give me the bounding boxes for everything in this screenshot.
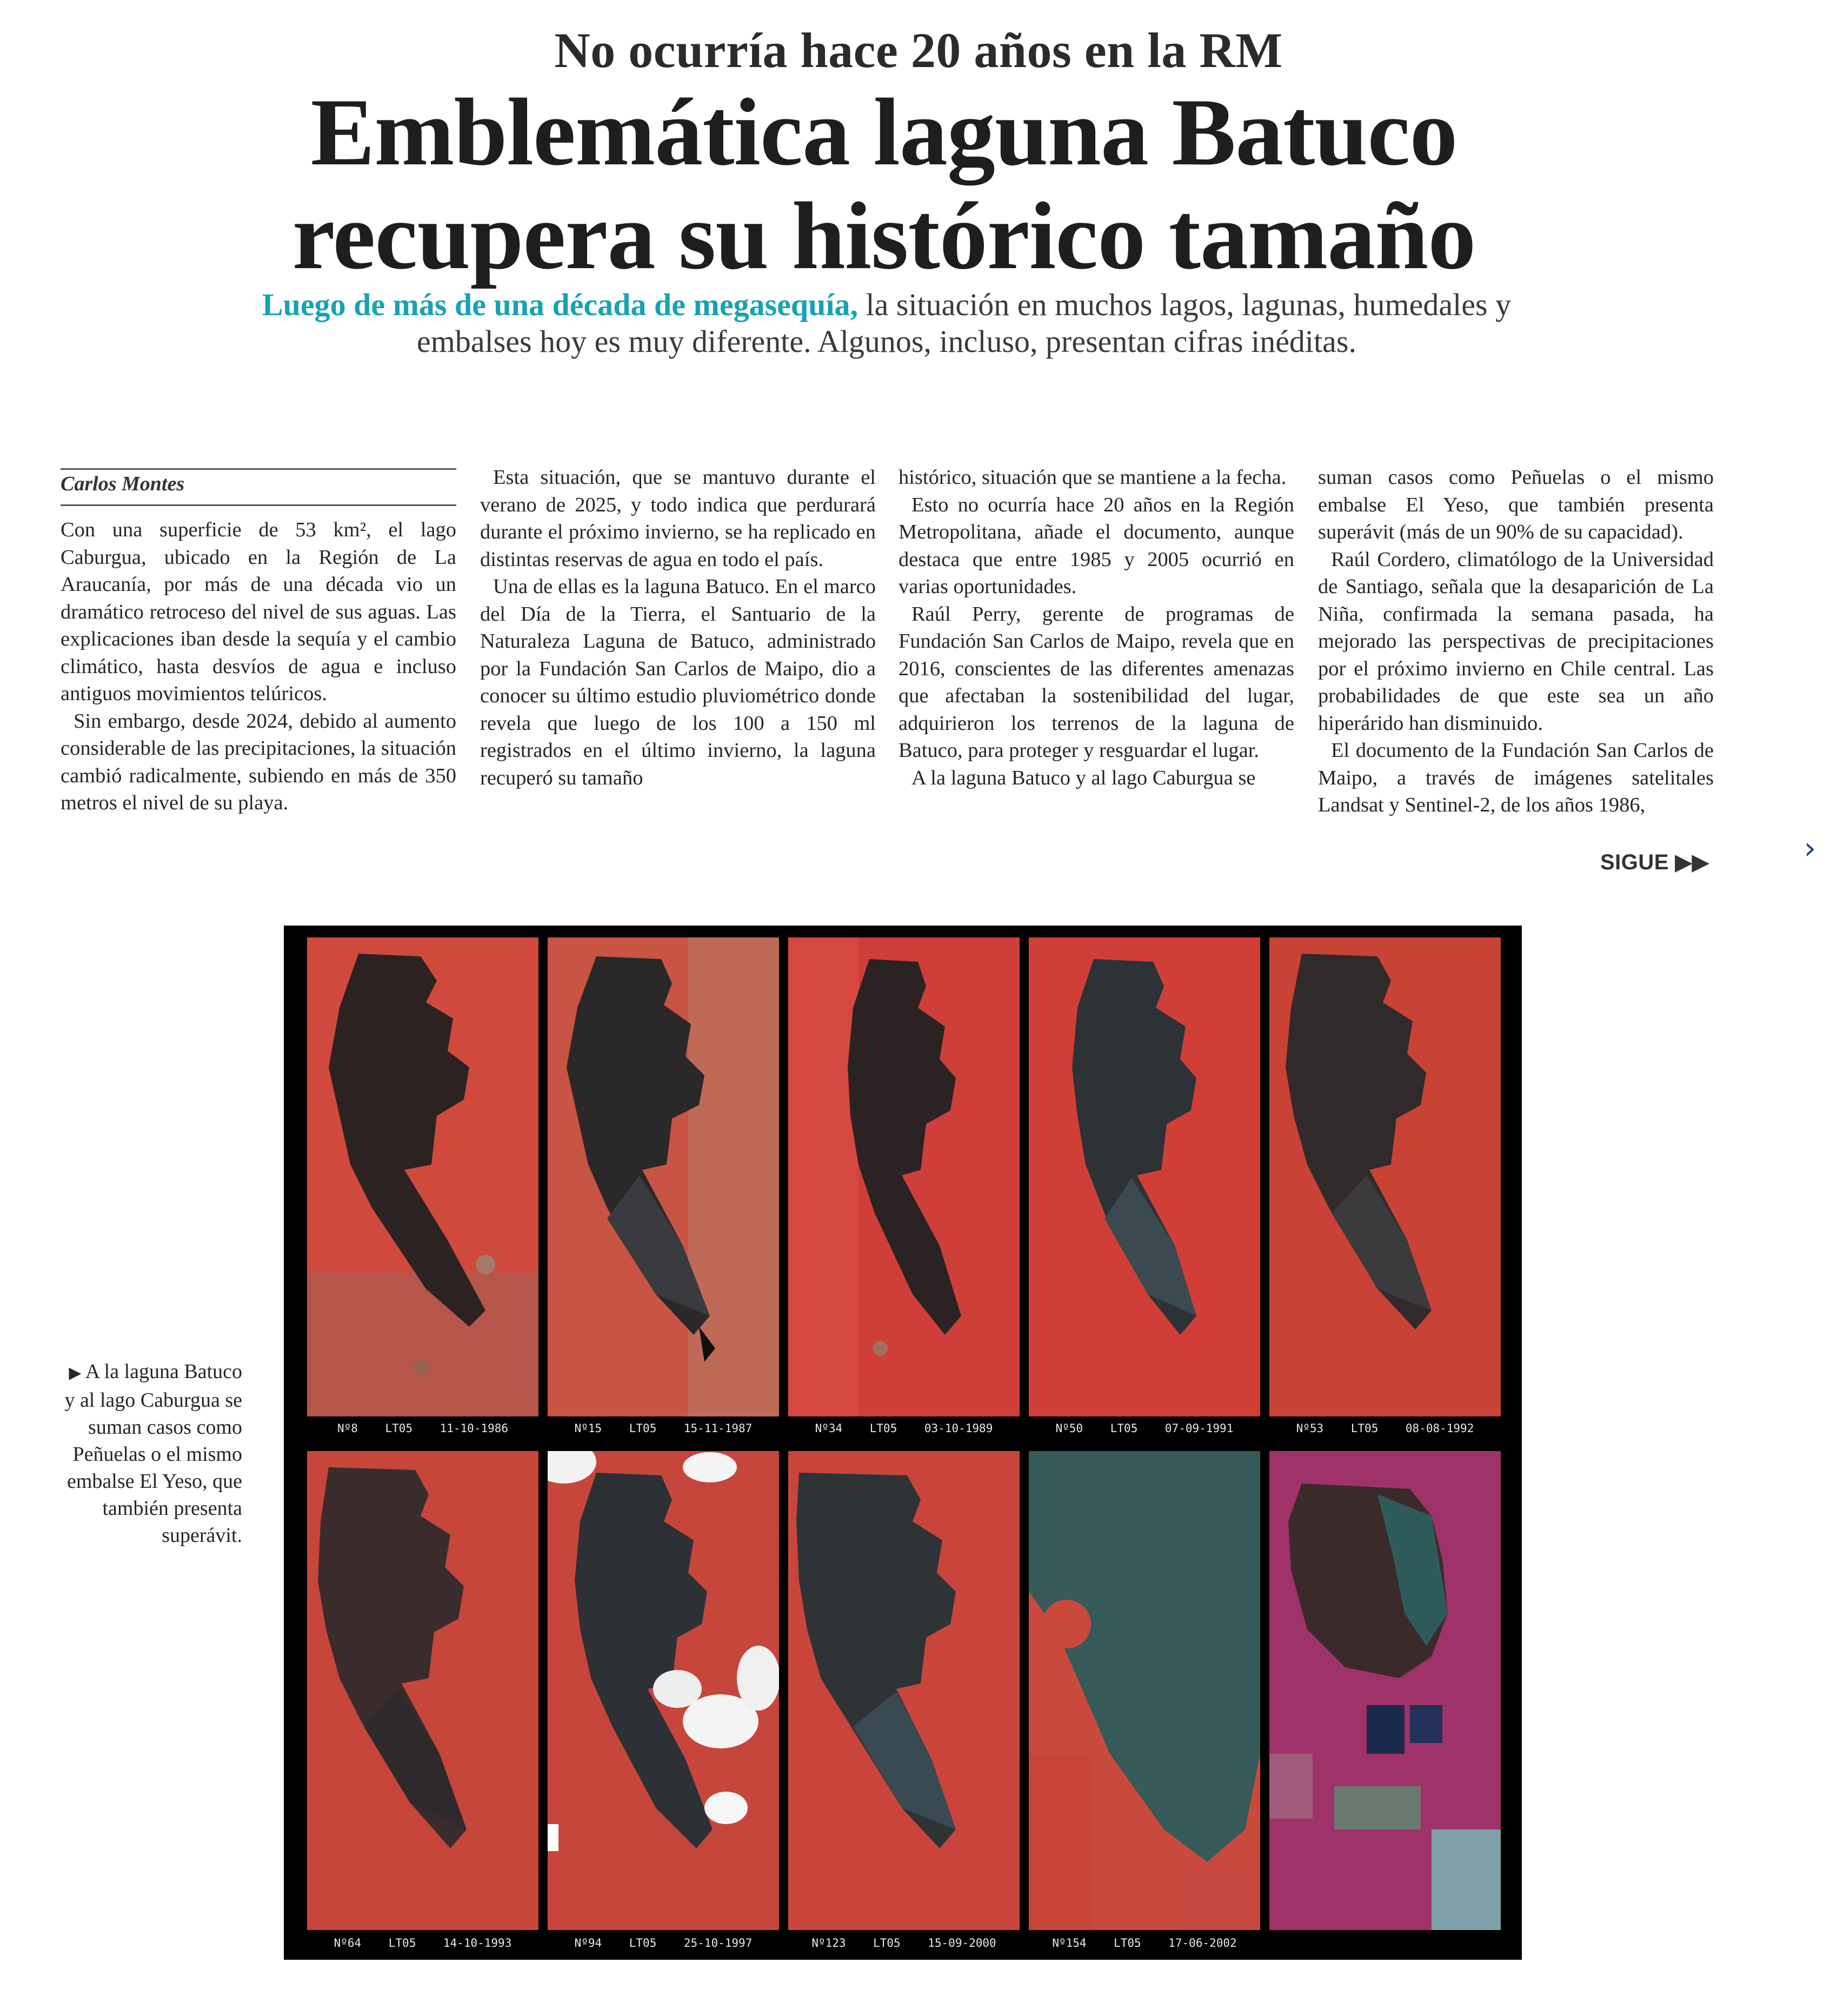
satellite-panel-7 — [548, 1451, 779, 1930]
column-4 — [1318, 464, 1714, 819]
column-1 — [61, 516, 456, 817]
deck-rest: la situación en muchos lagos, lagunas, humedales y embalses hoy es muy diferente. Algunos, incluso, presentan cifras inéditas. — [417, 287, 1512, 359]
column-3-paragraph: Esto no ocurría hace 20 años en la Región Metropolitana, añade el documento, aunque destaca que entre 1985 y 2005 ocurrió en varias oportunidades. — [898, 493, 1294, 598]
column-3-paragraph: Raúl Perry, gerente de programas de Fundación San Carlos de Maipo, revela que en 2016, conscientes de las diferentes amenazas que afectaban la sostenibilidad del lugar, adquirieron los terrenos de la laguna de Batuco, para proteger y resguardar el lugar. — [898, 602, 1294, 762]
satellite-panel-5 — [1269, 937, 1501, 1416]
satellite-panel-3 — [788, 937, 1020, 1416]
photo-caption — [54, 1358, 242, 1549]
satellite-panel-2 — [548, 937, 779, 1416]
headline — [0, 80, 1768, 288]
byline-bottom-rule — [61, 504, 456, 506]
column-4-paragraph: Raúl Cordero, climatólogo de la Universidad de Santiago, señala que la desaparición de La Niña, confirmada la semana pasada, ha mejorado las perspectivas de precipitaciones por el próximo invierno en Chile central. Las probabilidades de que este sea un año hiperárido han disminuido. — [1318, 548, 1714, 735]
satellite-panel-9 — [1029, 1451, 1260, 1930]
headline-line-1: Emblemática laguna Batuco — [310, 78, 1457, 185]
kicker: No ocurría hace 20 años en la RM — [554, 23, 1283, 78]
caption-triangle-icon: ▶ — [69, 1363, 82, 1382]
column-3-paragraph: A la laguna Batuco y al lago Caburgua se — [911, 766, 1256, 789]
satellite-panel-1 — [307, 937, 538, 1416]
panel-label: Nº94 LT05 25-10-1997 — [574, 1937, 753, 1950]
panel-label: Nº154 LT05 17-06-2002 — [1052, 1937, 1237, 1950]
panel-label: Nº15 LT05 15-11-1987 — [574, 1422, 753, 1435]
column-2-paragraph: Una de ellas es la laguna Batuco. En el marco del Día de la Tierra, el Santuario de la Naturaleza Laguna de Batuco, administrado por la Fundación San Carlos de Maipo, dio a conocer su último estudio pluviométrico donde revela que luego de los 100 a 150 ml registrados en el último invierno, la laguna recuperó su tamaño — [480, 575, 876, 789]
headline-line-2: recupera su histórico tamaño — [292, 182, 1476, 289]
column-3-paragraph: histórico, situación que se mantiene a la fecha. — [898, 466, 1287, 489]
column-1-paragraph: Con una superficie de 53 km², el lago Caburgua, ubicado en la Región de La Araucanía, por más de una década vio un dramático retroceso del nivel de sus aguas. Las explicaciones iban desde la sequía y el cambio climático, hasta desvíos de agua e incluso antiguos movimientos telúricos. — [61, 518, 456, 705]
panel-label: Nº53 LT05 08-08-1992 — [1296, 1422, 1474, 1435]
byline-top-rule — [61, 468, 456, 470]
satellite-panel-6 — [307, 1451, 538, 1930]
column-4-paragraph: suman casos como Peñuelas o el mismo embalse El Yeso, que también presenta superávit (más de un 90% de su capacidad). — [1318, 466, 1714, 543]
next-page-chevron-icon[interactable]: › — [1803, 831, 1816, 866]
column-2 — [480, 464, 876, 791]
panel-label: Nº8 LT05 11-10-1986 — [337, 1422, 509, 1435]
panel-label: Nº123 LT05 15-09-2000 — [811, 1937, 996, 1950]
column-2-paragraph: Esta situación, que se mantuvo durante el verano de 2025, y todo indica que perdurará durante el próximo invierno, se ha replicado en distintas reservas de agua en todo el país. — [480, 466, 876, 571]
byline: Carlos Montes — [61, 473, 185, 495]
panel-label: Nº50 LT05 07-09-1991 — [1055, 1422, 1234, 1435]
panel-label: Nº64 LT05 14-10-1993 — [334, 1937, 512, 1950]
satellite-panel-4 — [1029, 937, 1260, 1416]
deck — [227, 287, 1546, 360]
column-1-paragraph: Sin embargo, desde 2024, debido al aumento considerable de las precipitaciones, la situación cambió radicalmente, subiendo en más de 350 metros el nivel de su playa. — [61, 709, 456, 814]
satellite-panel-8 — [788, 1451, 1020, 1930]
panel-label: Nº34 LT05 03-10-1989 — [815, 1422, 993, 1435]
satellite-image-grid — [284, 926, 1522, 1960]
continue-link[interactable]: SIGUE ▶▶ — [1600, 850, 1709, 874]
caption-text: A la laguna Batuco y al lago Caburgua se suman casos como Peñuelas o el mismo embalse El Yeso, que también presenta superávit. — [64, 1360, 242, 1547]
column-3 — [898, 464, 1294, 791]
satellite-panel-10 — [1269, 1451, 1501, 1930]
deck-highlight: Luego de más de una década de megasequía, — [262, 287, 858, 322]
column-4-paragraph: El documento de la Fundación San Carlos de Maipo, a través de imágenes satelitales Landsat y Sentinel-2, de los años 1986, — [1318, 739, 1714, 816]
